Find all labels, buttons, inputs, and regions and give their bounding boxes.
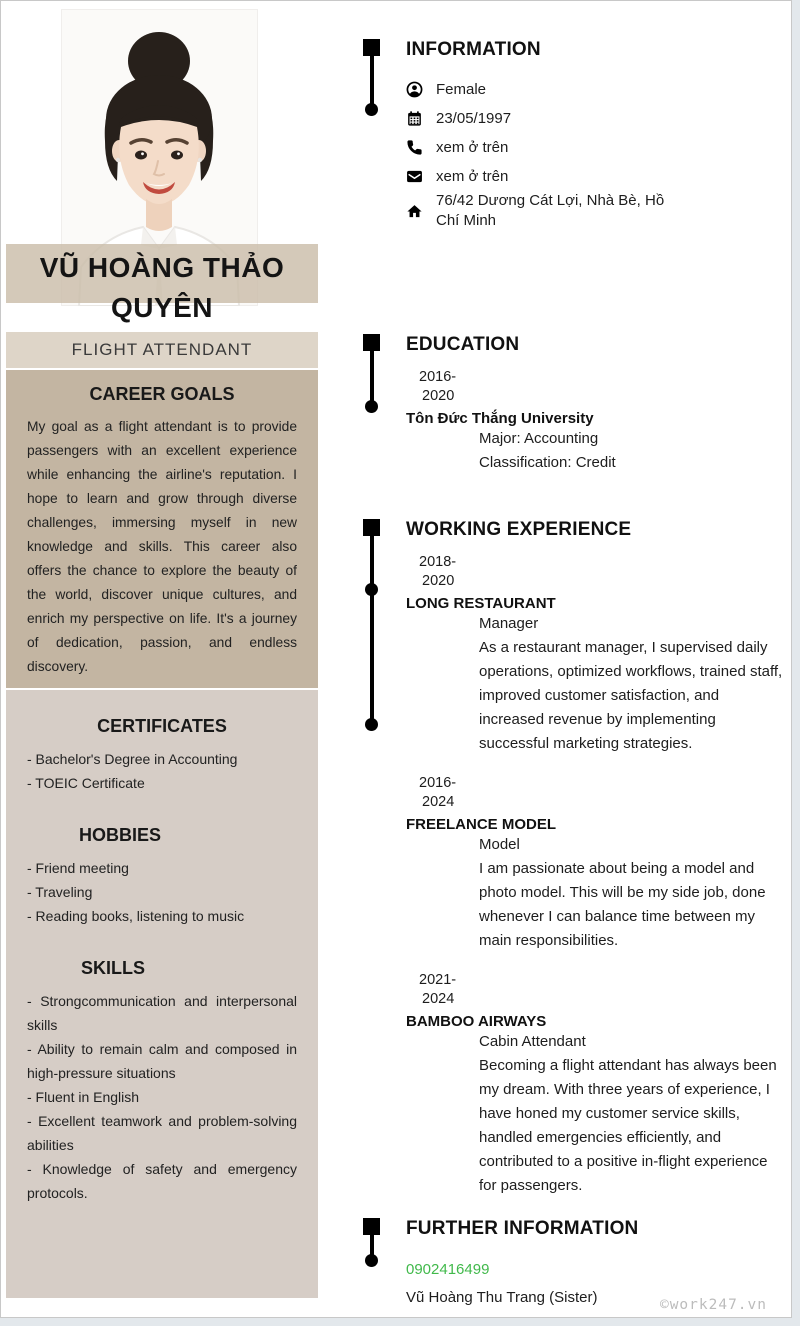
date-from: 2016- <box>419 369 457 385</box>
hobby-item: - Reading books, listening to music <box>27 908 245 924</box>
information-rows <box>406 75 706 231</box>
skills-heading: SKILLS <box>80 958 145 978</box>
timeline-dot <box>365 400 378 413</box>
info-row-gender <box>406 75 706 104</box>
timeline-marker <box>363 1207 381 1306</box>
reference-contact-name: Vũ Hoàng Thu Trang (Sister) <box>406 1289 598 1306</box>
certificates-heading: CERTIFICATES <box>97 716 227 736</box>
skill-item: - Strongcommunication and interpersonal skills <box>27 993 297 1033</box>
skill-item: - Excellent teamwork and problem-solving abilities <box>27 1113 297 1153</box>
job-title: FLIGHT ATTENDANT <box>6 332 318 368</box>
timeline-marker <box>363 31 381 231</box>
job-description: Becoming a flight attendant has always been my dream. With three years of experience, I have honed my customer service skills, handled emergencies efficiently, and contributed to a positive in-flight experience for passengers. <box>479 1057 777 1194</box>
timeline-line <box>370 519 374 725</box>
experience-entry <box>406 553 787 756</box>
hobby-item: - Traveling <box>27 884 93 900</box>
education-dates <box>406 368 787 406</box>
experience-dates <box>406 774 787 812</box>
timeline-line <box>370 334 374 406</box>
career-goals-text: My goal as a flight attendant is to provide passengers with an excellent experience while enhancing the airline's reputation. I hope to learn and grow through diverse challenges, immersing myself in new knowledge and skills. This career also offers the chance to explore the beauty of the world, discover unique cultures, and enrich my perspective on life. It's a journey of dedication, passion, and endless discovery. <box>27 419 297 674</box>
experience-details <box>406 833 788 953</box>
information-section <box>363 31 787 231</box>
date-to: 2024 <box>422 794 455 810</box>
school-name: Tôn Đức Thắng University <box>406 410 594 427</box>
education-heading: EDUCATION <box>406 334 520 355</box>
timeline-line <box>370 39 374 109</box>
job-description: I am passionate about being a model and photo model. This will be my side job, done whenever I can balance time between my main responsibilities. <box>479 860 766 949</box>
candidate-name <box>6 248 318 328</box>
experience-details <box>406 612 788 756</box>
skills-list <box>27 989 297 1205</box>
experience-dates <box>406 971 787 1009</box>
experience-dates <box>406 553 787 591</box>
timeline-dot <box>365 583 378 596</box>
timeline-marker <box>363 327 381 475</box>
company-name: BAMBOO AIRWAYS <box>406 1013 547 1030</box>
hobby-item: - Friend meeting <box>27 860 129 876</box>
timeline-dot <box>365 718 378 731</box>
job-position: Manager <box>479 615 539 632</box>
experience-details <box>406 1030 788 1198</box>
certificate-item: - TOEIC Certificate <box>27 775 145 791</box>
education-entry <box>406 368 787 475</box>
timeline-dot <box>365 1254 378 1267</box>
education-section <box>363 327 787 475</box>
info-row-email <box>406 162 706 191</box>
gender-value: Female <box>436 80 487 98</box>
certificate-item: - Bachelor's Degree in Accounting <box>27 751 238 767</box>
phone-icon <box>406 139 423 156</box>
info-row-birthdate <box>406 104 706 133</box>
experience-heading: WORKING EXPERIENCE <box>406 519 632 540</box>
information-heading: INFORMATION <box>406 39 541 60</box>
date-to: 2024 <box>422 991 455 1007</box>
info-row-address <box>406 191 706 231</box>
experience-entry <box>406 774 787 953</box>
person-icon <box>406 81 423 98</box>
phone-value: xem ở trên <box>436 138 509 156</box>
candidate-name-line1: VŨ HOÀNG THẢO <box>39 252 285 283</box>
hobbies-heading: HOBBIES <box>78 825 161 845</box>
date-from: 2018- <box>419 554 457 570</box>
timeline-dot <box>365 103 378 116</box>
further-info-section <box>363 1207 787 1306</box>
job-position: Cabin Attendant <box>479 1033 586 1050</box>
job-description: As a restaurant manager, I supervised daily operations, optimized workflows, trained staff, improved customer satisfaction, and increased revenue by implementing successful marketing strategies. <box>479 639 783 752</box>
mail-icon <box>406 168 423 185</box>
watermark: ©work247.vn <box>659 1297 767 1313</box>
birthdate-value: 23/05/1997 <box>436 109 512 127</box>
info-row-phone <box>406 133 706 162</box>
further-info-heading: FURTHER INFORMATION <box>406 1218 639 1239</box>
reference-phone-link[interactable]: 0902416499 <box>406 1261 490 1278</box>
email-value: xem ở trên <box>436 167 509 185</box>
career-goals-panel <box>6 370 318 688</box>
job-position: Model <box>479 836 520 853</box>
skill-item: - Fluent in English <box>27 1089 140 1105</box>
certificates-list <box>27 747 297 795</box>
calendar-icon <box>406 110 423 127</box>
address-value: 76/42 Dương Cát Lợi, Nhà Bè, Hồ Chí Minh <box>436 192 665 229</box>
timeline-marker <box>363 509 381 1198</box>
company-name: LONG RESTAURANT <box>406 595 556 612</box>
company-name: FREELANCE MODEL <box>406 816 556 833</box>
education-major: Major: Accounting <box>479 430 599 447</box>
candidate-name-line2: QUYÊN <box>110 292 214 323</box>
career-goals-heading: CAREER GOALS <box>89 384 235 404</box>
experience-entry <box>406 971 787 1198</box>
hobbies-list <box>27 856 297 928</box>
experience-section <box>363 509 787 1198</box>
date-from: 2021- <box>419 972 457 988</box>
education-details <box>406 427 788 475</box>
date-to: 2020 <box>422 388 455 404</box>
skill-item: - Ability to remain calm and composed in high-pressure situations <box>27 1041 297 1081</box>
skill-item: - Knowledge of safety and emergency protocols. <box>27 1161 297 1201</box>
sidebar-lower-panel <box>6 690 318 1298</box>
home-icon <box>406 203 423 220</box>
date-from: 2016- <box>419 775 457 791</box>
education-classification: Classification: Credit <box>479 454 616 471</box>
date-to: 2020 <box>422 573 455 589</box>
